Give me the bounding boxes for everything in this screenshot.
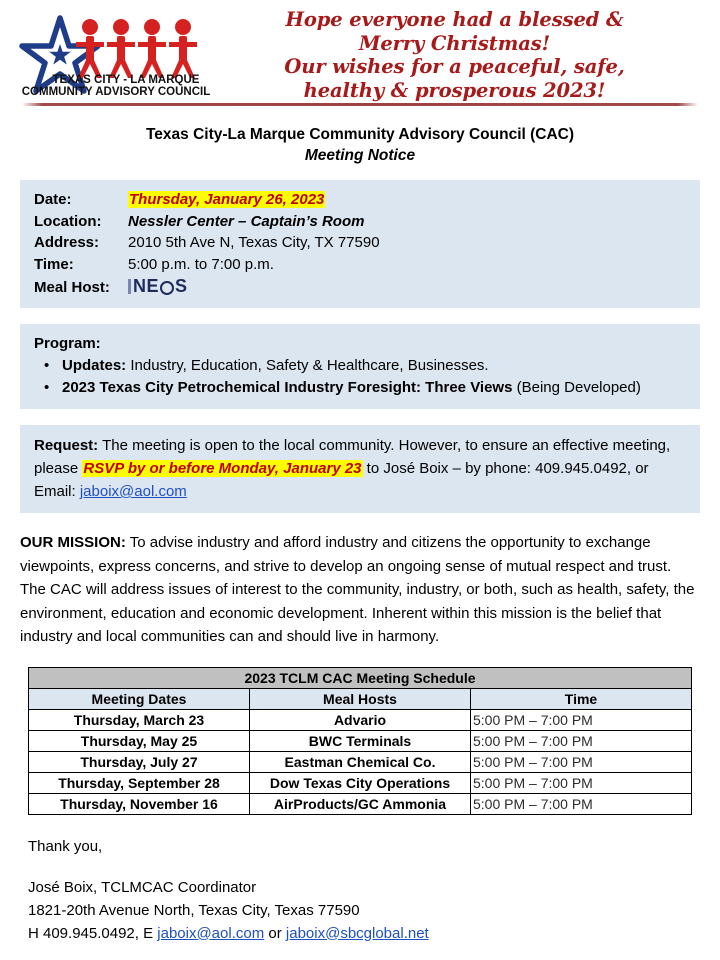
- row-time: 5:00 PM – 7:00 PM: [471, 793, 692, 814]
- row-host: Eastman Chemical Co.: [250, 751, 471, 772]
- row-date: Thursday, July 27: [29, 751, 250, 772]
- schedule-title-row: [29, 667, 692, 688]
- row-host: BWC Terminals: [250, 730, 471, 751]
- detail-label-address: Address:: [34, 234, 100, 251]
- footer-spacer: [28, 858, 692, 876]
- detail-row-location: [34, 211, 686, 233]
- document-header: [0, 0, 720, 102]
- program-bullet-foresight-label: 2023 Texas City Petrochemical Industry Foresight: Three Views: [62, 379, 513, 396]
- mission-label: OUR MISSION:: [20, 534, 126, 551]
- program-bullet-foresight-rest: (Being Developed): [512, 379, 641, 396]
- request-paragraph: [34, 434, 686, 503]
- footer-contact-prefix: H 409.945.0492, E: [28, 924, 158, 942]
- mission-text: To advise industry and afford industry and citizens the opportunity to exchange viewpoints, express concerns, and strive to develop an ongoing sense of mutual respect and trust. The CAC will address issues of interest to the community, industry, or both, such as health, safety, the environment, education and economic development. Inherent within this mission is the belief that industry and local communities can and should live in harmony.: [20, 534, 695, 645]
- schedule-col-dates: Meeting Dates: [29, 688, 250, 709]
- ineos-i-bar: [128, 279, 131, 294]
- program-bullet-updates-text: [62, 355, 489, 377]
- logo-line1: TEXAS CITY - LA MARQUE: [52, 74, 200, 86]
- meeting-details-panel: [20, 180, 700, 308]
- holiday-greeting: [229, 6, 706, 102]
- row-time: 5:00 PM – 7:00 PM: [471, 751, 692, 772]
- mission-statement: [20, 531, 700, 649]
- program-heading: Program:: [34, 335, 101, 352]
- ineos-o-ring: [160, 281, 174, 295]
- detail-row-meal-host: [34, 275, 686, 298]
- schedule-col-hosts: Meal Hosts: [250, 688, 471, 709]
- detail-row-address: [34, 232, 686, 254]
- detail-value-date-wrap: [128, 189, 325, 211]
- row-time: 5:00 PM – 7:00 PM: [471, 772, 692, 793]
- bullet-icon: •: [44, 379, 50, 396]
- row-date: Thursday, March 23: [29, 709, 250, 730]
- request-text-before: The meeting is open to the local community. However, to ensure an effective meeting, please: [34, 437, 671, 477]
- detail-row-date: [34, 189, 686, 211]
- schedule-title: 2023 TCLM CAC Meeting Schedule: [29, 667, 692, 688]
- row-host: AirProducts/GC Ammonia: [250, 793, 471, 814]
- greeting-line-2: Merry Christmas!: [358, 31, 551, 55]
- detail-value-location: Nessler Center – Captain’s Room: [128, 212, 365, 230]
- detail-value-meal-host-wrap: [128, 275, 188, 298]
- title-line-2: Meeting Notice: [304, 147, 416, 164]
- table-row: [29, 751, 692, 772]
- footer-contact: [28, 922, 692, 945]
- footer-contact-mid: or: [264, 924, 286, 942]
- schedule-header-row: [29, 688, 692, 709]
- detail-label-time: Time:: [34, 255, 74, 273]
- bullet-icon: •: [44, 357, 50, 374]
- schedule-table: [28, 667, 692, 815]
- detail-value-address: 2010 5th Ave N, Texas City, TX 77590: [128, 234, 380, 251]
- table-row: [29, 772, 692, 793]
- request-highlight: RSVP by or before Monday, January 23: [83, 460, 362, 477]
- table-row: [29, 793, 692, 814]
- request-email-link[interactable]: jaboix@aol.com: [79, 483, 187, 500]
- detail-label-location: Location:: [34, 212, 102, 230]
- greeting-line-4: healthy & prosperous 2023!: [303, 78, 606, 102]
- detail-row-time: [34, 254, 686, 276]
- request-panel: [20, 425, 700, 513]
- program-bullet-foresight-text: [62, 377, 641, 399]
- table-row: [29, 730, 692, 751]
- header-divider: [22, 103, 698, 106]
- detail-value-time: 5:00 p.m. to 7:00 p.m.: [128, 255, 274, 273]
- logo-line2: COMMUNITY ADVISORY COUNCIL: [21, 86, 211, 98]
- tclm-cac-logo-icon: [14, 12, 222, 98]
- detail-label-meal-host: Meal Host:: [34, 278, 110, 296]
- program-bullet-updates-rest: Industry, Education, Safety & Healthcare, Businesses.: [126, 357, 489, 374]
- schedule-col-time: Time: [471, 688, 692, 709]
- footer-name: José Boix, TCLMCAC Coordinator: [28, 878, 257, 896]
- program-bullet-updates-label: Updates:: [62, 357, 127, 374]
- footer-thanks: Thank you,: [28, 837, 103, 855]
- row-date: Thursday, November 16: [29, 793, 250, 814]
- row-time: 5:00 PM – 7:00 PM: [471, 709, 692, 730]
- greeting-line-1: Hope everyone had a blessed &: [285, 8, 624, 31]
- row-date: Thursday, May 25: [29, 730, 250, 751]
- logo-container: [14, 6, 229, 98]
- detail-value-date: Thursday, January 26, 2023: [129, 191, 325, 208]
- row-time: 5:00 PM – 7:00 PM: [471, 730, 692, 751]
- program-bullet-foresight: [34, 377, 686, 399]
- title-line-1: Texas City-La Marque Community Advisory Council (CAC): [145, 126, 575, 143]
- request-text-after: to José Boix – by phone: 409.945.0492, or Email:: [34, 460, 649, 500]
- row-date: Thursday, September 28: [29, 772, 250, 793]
- signature-block: [28, 835, 692, 945]
- footer-email-aol-link[interactable]: jaboix@aol.com: [157, 924, 265, 942]
- greeting-line-3: Our wishes for a peaceful, safe,: [284, 55, 625, 78]
- table-row: [29, 709, 692, 730]
- footer-email-sbcglobal-link[interactable]: jaboix@sbcglobal.net: [285, 924, 429, 942]
- page-title: [0, 124, 720, 166]
- footer-address: 1821-20th Avenue North, Texas City, Texas 77590: [28, 901, 360, 919]
- row-host: Dow Texas City Operations: [250, 772, 471, 793]
- schedule-table-container: [28, 667, 692, 815]
- request-label: Request:: [34, 437, 99, 454]
- program-bullet-updates: [34, 355, 686, 377]
- detail-label-date: Date:: [34, 191, 72, 208]
- ineos-logo-icon: N E S: [128, 277, 188, 295]
- row-host: Advario: [250, 709, 471, 730]
- program-panel: [20, 324, 700, 409]
